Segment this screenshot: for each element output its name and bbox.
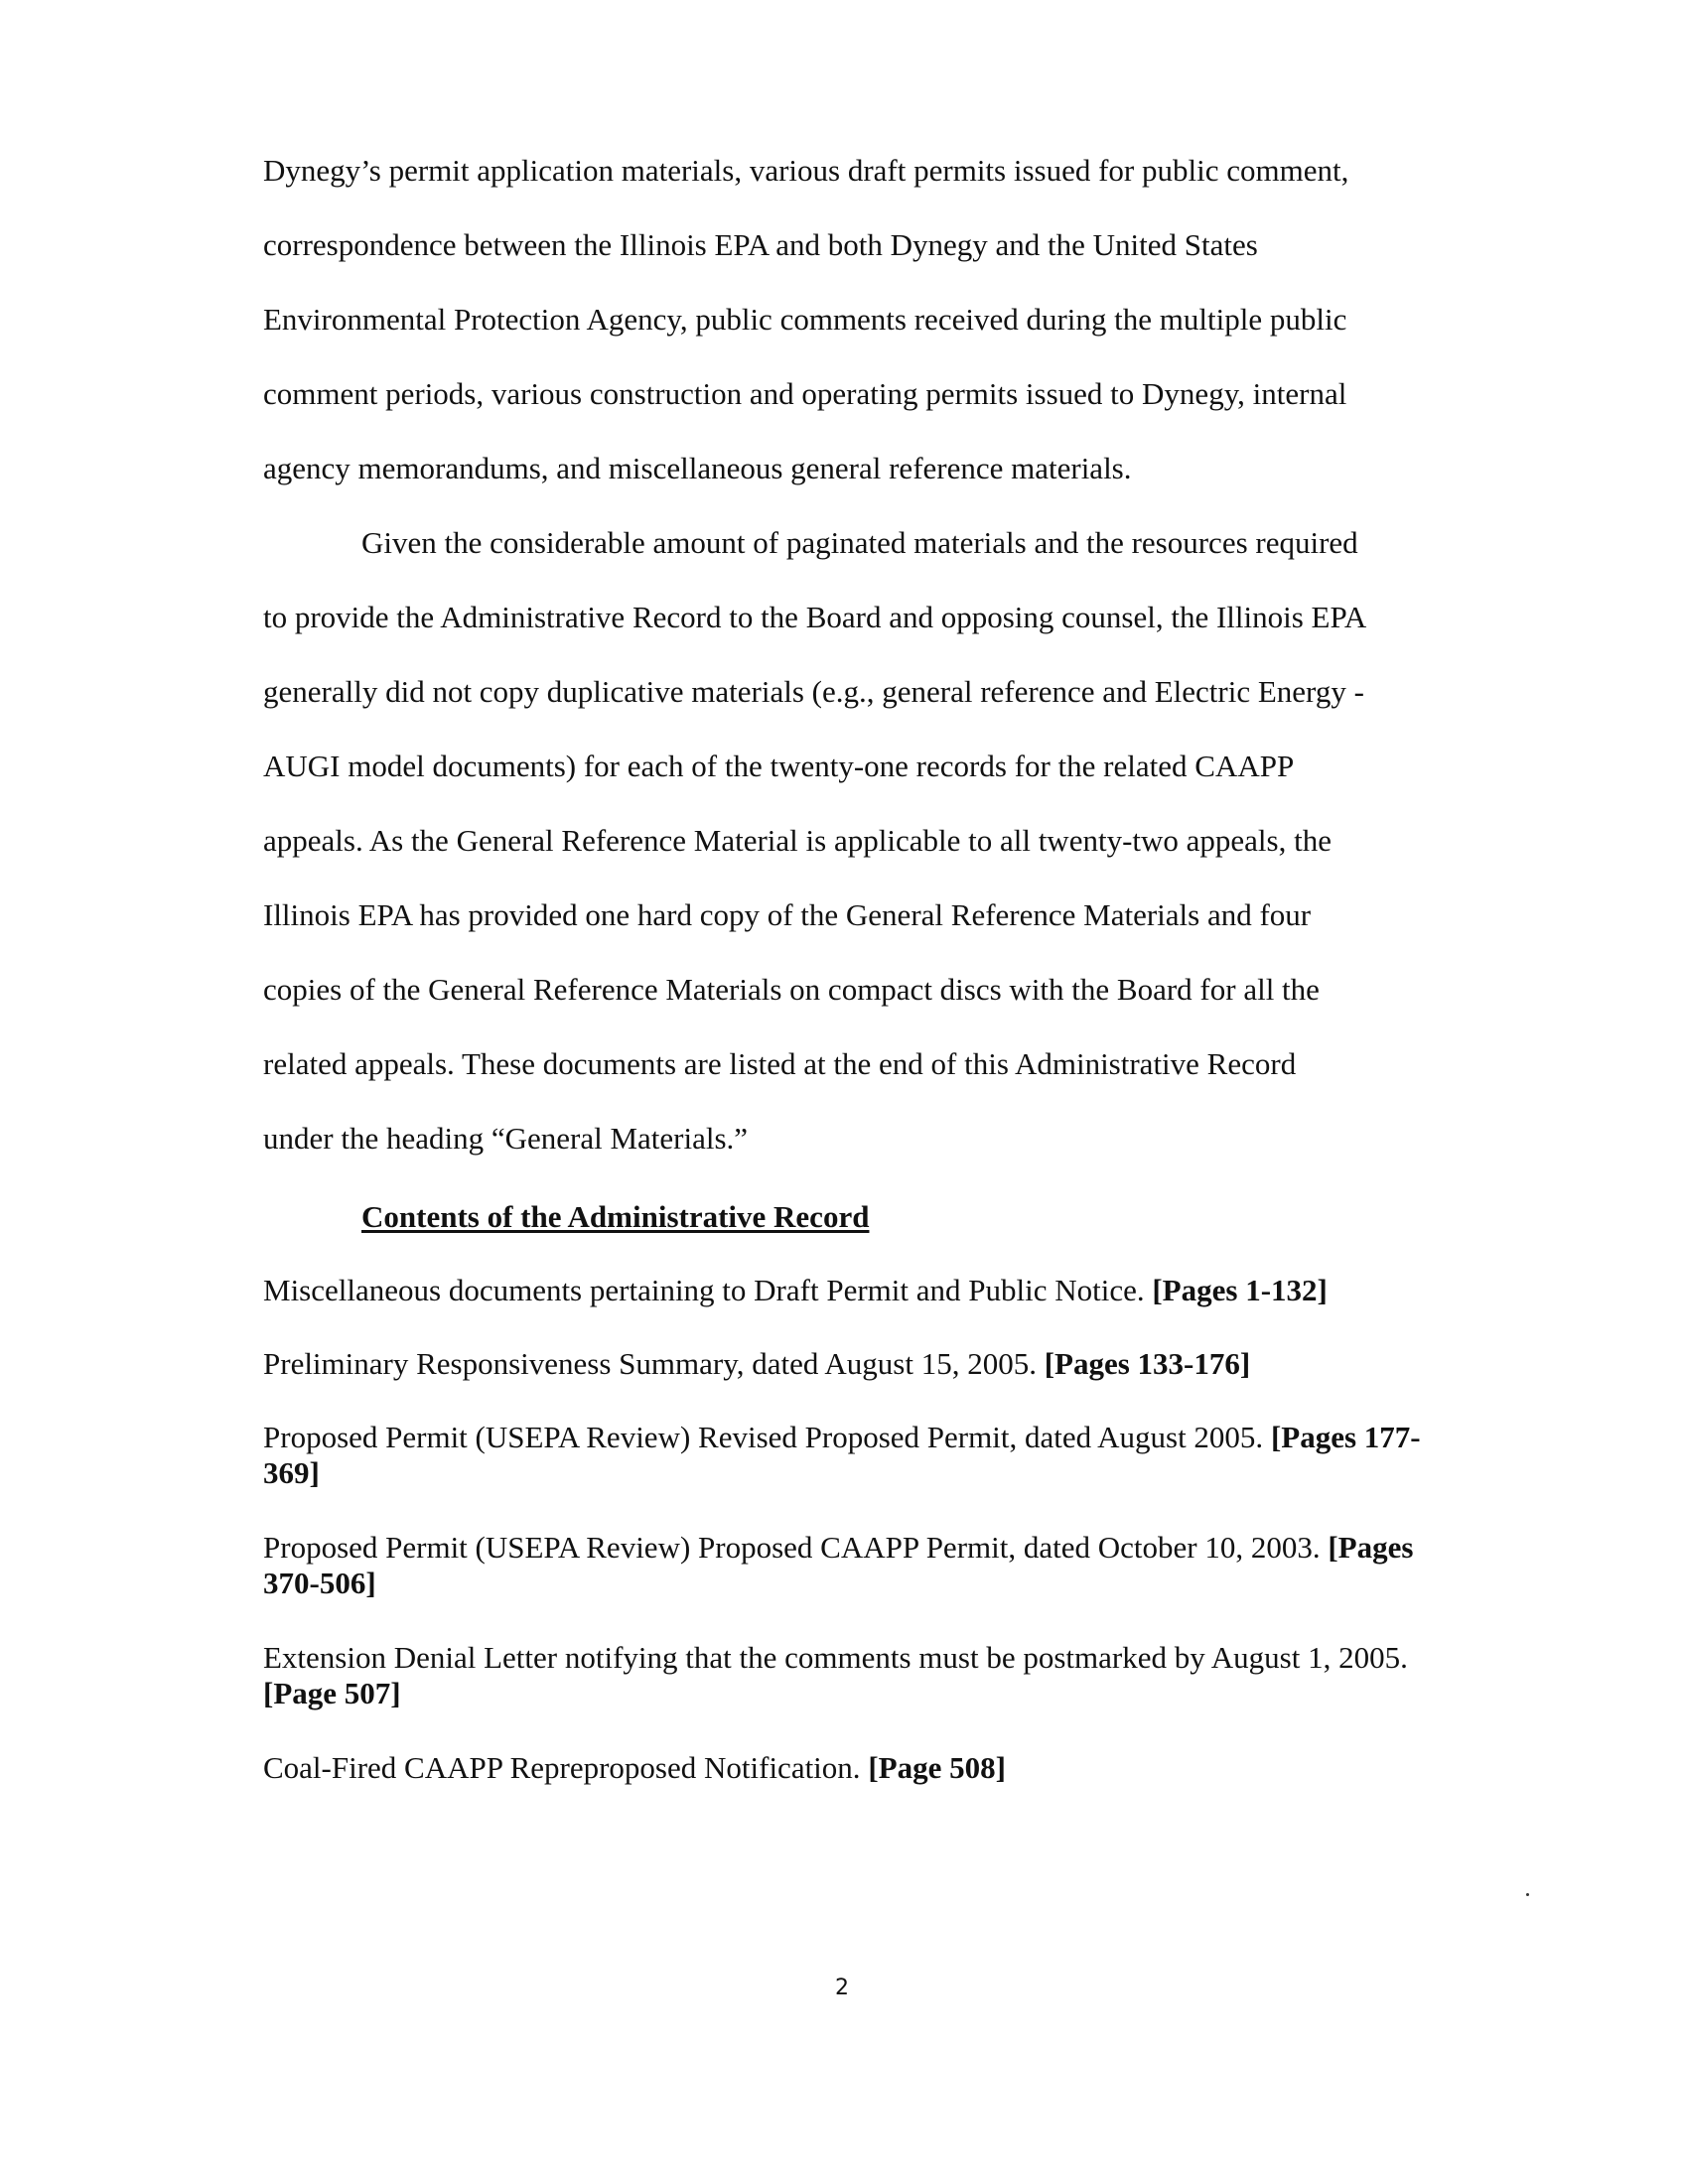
page-reference: [Pages 177-369] xyxy=(263,1420,1421,1490)
page-reference: [Page 508] xyxy=(868,1750,1006,1785)
entry-text: Proposed Permit (USEPA Review) Proposed CAAPP Permit, dated October 10, 2003. xyxy=(263,1530,1329,1565)
entry-text: Preliminary Responsiveness Summary, dated August 15, 2005. xyxy=(263,1346,1045,1381)
contents-entry xyxy=(263,1346,1435,1382)
contents-entry xyxy=(263,1420,1435,1491)
paragraph2-line: appeals. As the General Reference Material is applicable to all twenty-two appeals, the xyxy=(263,823,1332,858)
entry-text: Miscellaneous documents pertaining to Draft Permit and Public Notice. xyxy=(263,1273,1153,1307)
paragraph2-line: related appeals. These documents are listed at the end of this Administrative Record xyxy=(263,1046,1297,1081)
entry-text: Extension Denial Letter notifying that the comments must be postmarked by August 1, 2005. xyxy=(263,1640,1408,1675)
entry-text: Proposed Permit (USEPA Review) Revised Proposed Permit, dated August 2005. xyxy=(263,1420,1271,1454)
page-number: 2 xyxy=(835,1976,849,2000)
paragraph2-line: Illinois EPA has provided one hard copy of the General Reference Materials and four xyxy=(263,897,1312,932)
page-reference: [Page 507] xyxy=(263,1676,401,1710)
contents-heading: Contents of the Administrative Record xyxy=(361,1199,870,1234)
paragraph2-line: Given the considerable amount of paginated materials and the resources required xyxy=(361,525,1358,560)
paragraph1-line: agency memorandums, and miscellaneous general reference materials. xyxy=(263,451,1132,485)
page-reference: [Pages 1-132] xyxy=(1152,1273,1328,1307)
contents-entry xyxy=(263,1273,1435,1308)
paragraph2-line: to provide the Administrative Record to the Board and opposing counsel, the Illinois EPA xyxy=(263,600,1367,634)
paragraph1-line: Environmental Protection Agency, public comments received during the multiple public xyxy=(263,302,1347,337)
scan-speck xyxy=(1526,1893,1529,1896)
paragraph2-line: under the heading “General Materials.” xyxy=(263,1121,749,1156)
contents-entry xyxy=(263,1640,1435,1711)
contents-entry xyxy=(263,1530,1435,1601)
paragraph2-line: AUGI model documents) for each of the twenty-one records for the related CAAPP xyxy=(263,749,1295,783)
entry-text: Coal-Fired CAAPP Repreproposed Notification. xyxy=(263,1750,869,1785)
paragraph2-line: copies of the General Reference Materials on compact discs with the Board for all the xyxy=(263,972,1320,1007)
contents-entry xyxy=(263,1750,1435,1786)
paragraph2-line: generally did not copy duplicative materials (e.g., general reference and Electric Energy - xyxy=(263,674,1364,709)
paragraph1-line: correspondence between the Illinois EPA and both Dynegy and the United States xyxy=(263,227,1258,262)
page-reference: [Pages 370-506] xyxy=(263,1530,1414,1600)
page-reference: [Pages 133-176] xyxy=(1044,1346,1251,1381)
paragraph1-line: Dynegy’s permit application materials, various draft permits issued for public comment, xyxy=(263,153,1349,188)
paragraph1-line: comment periods, various construction and operating permits issued to Dynegy, internal xyxy=(263,376,1347,411)
